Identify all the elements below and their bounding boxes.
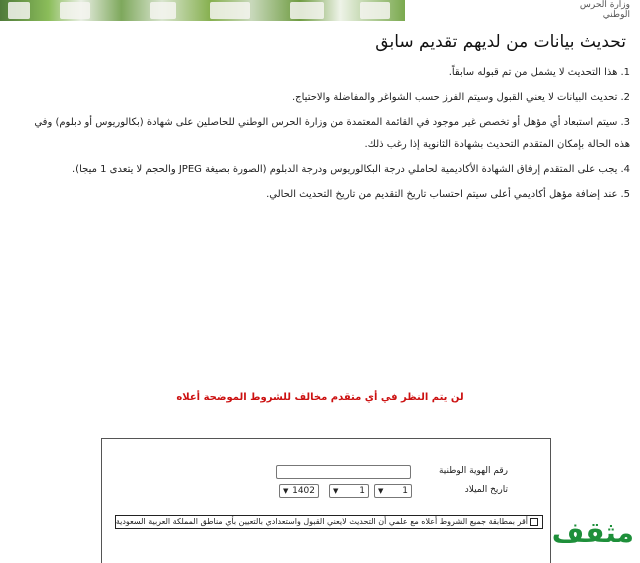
condition-text: سيتم استبعاد أي مؤهل أو تخصص غير موجود في القائمة المعتمدة من وزارة الحرس الوطني للحاصلين على شهادة (بكالوريوس أو دبلوم) وفي هذه الحالة بإمكان المتقدم التحديث بشهادة الثانوية إذا رغب ذلك. [34, 117, 630, 150]
condition-item [18, 159, 630, 181]
pledge-checkbox-row[interactable] [115, 515, 543, 529]
birth-date-label: تاريخ الميلاد [464, 485, 508, 495]
condition-item [18, 62, 630, 84]
birth-day-select[interactable] [374, 484, 412, 498]
warning-notice: لن يتم النظر في أي متقدم مخالف للشروط الموضحة أعلاه [176, 392, 464, 403]
conditions-list [18, 62, 630, 209]
national-id-input[interactable] [276, 465, 411, 479]
ministry-logo: وزارة الحرس الوطني [579, 0, 630, 20]
condition-text: تحديث البيانات لا يعني القبول وسيتم الفرز حسب الشواغر والمفاضلة والاحتياج. [292, 92, 618, 103]
header-banner [0, 0, 640, 21]
condition-number: 2. [620, 92, 630, 103]
condition-number: 3. [620, 117, 630, 128]
condition-item [18, 112, 630, 156]
condition-number: 5. [620, 189, 630, 200]
condition-number: 4. [620, 164, 630, 175]
pledge-text: أقر بمطابقة جميع الشروط أعلاه مع علمي أن التحديث لايعني القبول واستعدادي بالتعيين بأي مناطق المملكة العربية السعودية [115, 517, 528, 526]
birth-day-value: 1 [402, 486, 408, 496]
condition-text: هذا التحديث لا يشمل من تم قبوله سابقاً. [448, 67, 618, 78]
birth-year-value: 1402 [292, 486, 315, 496]
update-form [101, 438, 551, 563]
site-watermark-logo: مثقف [551, 516, 634, 549]
banner-photo-strip [0, 0, 405, 21]
chevron-down-icon: ▼ [333, 487, 339, 495]
birth-month-value: 1 [359, 486, 365, 496]
condition-item [18, 184, 630, 206]
page-title: تحديث بيانات من لديهم تقديم سابق [375, 32, 626, 52]
chevron-down-icon: ▼ [378, 487, 384, 495]
condition-text: يجب على المتقدم إرفاق الشهادة الأكاديمية لحاملي درجة البكالوريوس ودرجة الدبلوم (الصورة بصيغة JPEG والحجم لا يتعدى 1 ميجا). [71, 164, 618, 175]
condition-text: عند إضافة مؤهل أكاديمي أعلى سيتم احتساب تاريخ التقديم من تاريخ التحديث الحالي. [266, 189, 618, 200]
birth-year-select[interactable] [279, 484, 319, 498]
national-id-label: رقم الهوية الوطنية [438, 466, 508, 476]
pledge-checkbox[interactable] [530, 518, 538, 526]
condition-item [18, 87, 630, 109]
chevron-down-icon: ▼ [283, 487, 289, 495]
birth-month-select[interactable] [329, 484, 369, 498]
condition-number: 1. [620, 67, 630, 78]
